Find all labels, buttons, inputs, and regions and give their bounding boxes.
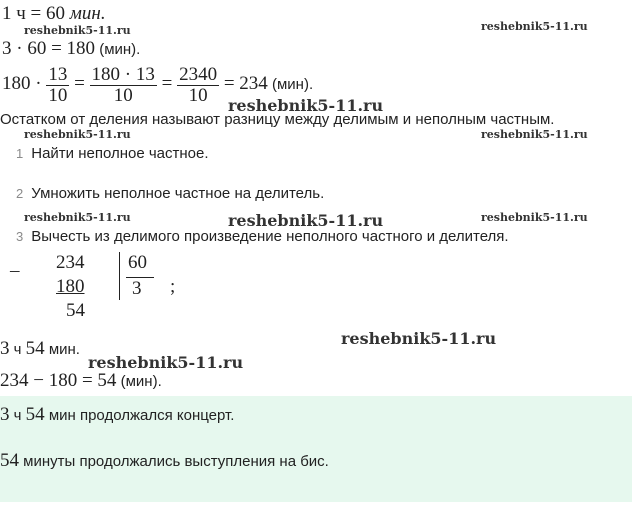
fraction-13-10 — [46, 65, 69, 106]
fraction-denominator: 10 — [188, 84, 208, 106]
watermark: reshebnik5-11.ru — [24, 211, 131, 224]
division-dividend: 234 — [56, 252, 85, 273]
step-number: 2 — [16, 186, 24, 201]
division-minus: – — [10, 260, 20, 281]
watermark: reshebnik5-11.ru — [24, 24, 131, 37]
division-bracket-vertical — [119, 252, 120, 300]
result-num: 54 — [25, 338, 45, 359]
result-num: 3 — [0, 338, 10, 359]
step-item — [16, 228, 509, 245]
equation-hour-minutes — [2, 3, 106, 25]
answer-concert — [0, 404, 234, 426]
step-text: Вычесть из делимого произведение неполного частного и делителя. — [31, 228, 509, 245]
watermark: reshebnik5-11.ru — [228, 96, 384, 115]
answer-num: 54 — [25, 404, 45, 425]
watermark: reshebnik5-11.ru — [88, 353, 244, 372]
result-hours-minutes — [0, 338, 80, 360]
answer-text: ч — [9, 407, 26, 424]
answer-text: минуты продолжались выступления на бис. — [19, 453, 329, 470]
equation-result: = 234 — [219, 73, 268, 94]
fraction-numerator: 2340 — [179, 63, 218, 85]
step-item — [16, 185, 324, 202]
result-expr: 234 − 180 = 54 — [0, 370, 117, 391]
equation-unit: (мин). — [95, 41, 141, 58]
answer-num: 54 — [0, 450, 19, 471]
equation-expr: 3 · 60 = 180 — [2, 38, 96, 59]
equation-lhs: 1 ч = 60 — [2, 3, 70, 24]
step-item — [16, 145, 209, 162]
remainder-definition: Остатком от деления называют разницу между делимым и неполным частным. — [0, 111, 555, 128]
equation-3h-minutes — [2, 38, 140, 60]
watermark: reshebnik5-11.ru — [481, 211, 588, 224]
fraction-denominator: 10 — [113, 84, 133, 106]
division-quotient: 3 — [132, 278, 142, 299]
fraction-2340-10 — [177, 65, 219, 106]
division-semicolon: ; — [170, 276, 176, 297]
answer-num: 3 — [0, 404, 10, 425]
step-text: Найти неполное частное. — [31, 145, 209, 162]
fraction-denominator: 10 — [48, 84, 68, 106]
answer-block — [0, 396, 632, 502]
step-number: 1 — [16, 146, 24, 161]
equation-unit: (мин). — [267, 76, 314, 93]
fraction-numerator: 13 — [48, 63, 68, 85]
step-number: 3 — [16, 229, 24, 244]
fraction-numerator: 180 · 13 — [91, 63, 155, 85]
equals-sign: = — [156, 73, 178, 94]
watermark: reshebnik5-11.ru — [481, 20, 588, 33]
result-subtraction — [0, 370, 162, 392]
watermark: reshebnik5-11.ru — [24, 128, 131, 141]
equation-unit: мин. — [69, 3, 106, 24]
watermark: reshebnik5-11.ru — [481, 128, 588, 141]
watermark: reshebnik5-11.ru — [228, 211, 384, 230]
division-divisor: 60 — [128, 252, 147, 273]
result-text: мин. — [44, 341, 80, 358]
answer-encore — [0, 450, 329, 472]
watermark: reshebnik5-11.ru — [341, 329, 497, 348]
division-subtrahend: 180 — [56, 276, 85, 297]
step-text: Умножить неполное частное на делитель. — [31, 185, 325, 202]
result-text: ч — [9, 341, 26, 358]
fraction-product — [90, 65, 157, 106]
division-remainder: 54 — [66, 300, 85, 321]
equals-sign: = — [69, 73, 90, 94]
answer-text: мин продолжался концерт. — [44, 407, 235, 424]
equation-factor: 180 · — [2, 73, 47, 94]
result-unit: (мин). — [116, 373, 162, 390]
